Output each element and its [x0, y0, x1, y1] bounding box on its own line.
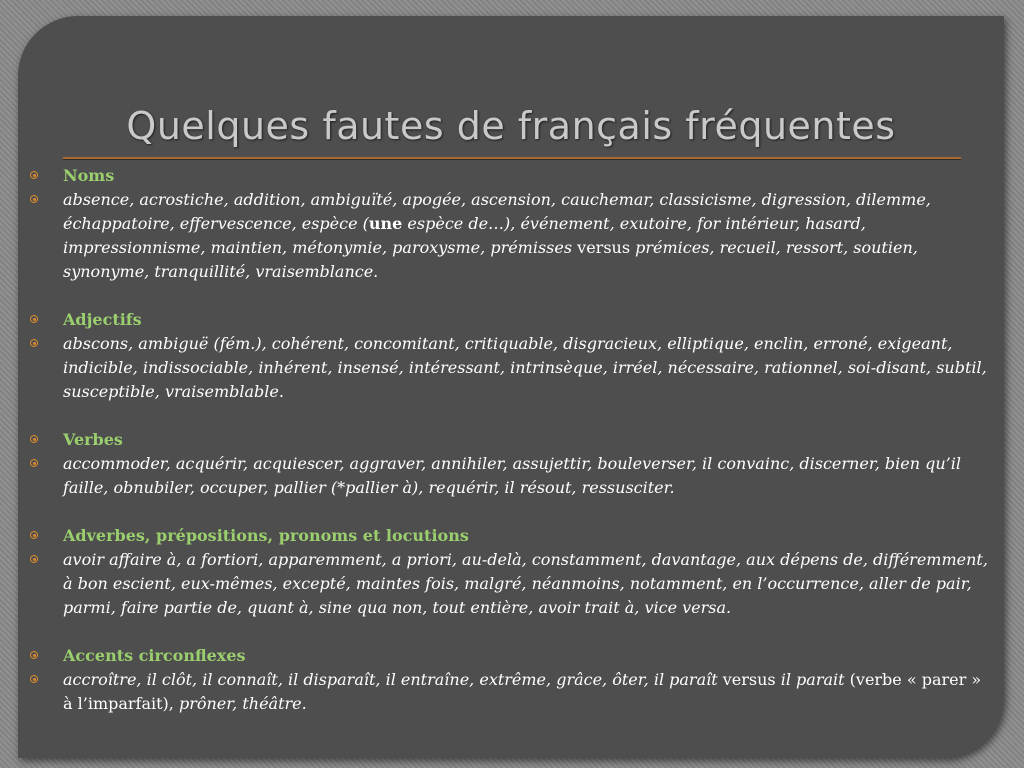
word-text: prôner, théâtre. [178, 694, 307, 713]
word-text: avoir affaire à, a fortiori, apparemment, a priori, au-delà, constamment, davantage, aux dépens de, différemment, à bon escient, eux-mêmes, excepté, maintes fois, malgré, néanmoins, notamment, en l’occurrence, aller de pair, parmi, faire partie de, quant à, sine qua non, tout entière, avoir trait à, vice versa. [63, 550, 988, 617]
word-list-noms [30, 188, 992, 284]
bullet-icon [30, 339, 38, 347]
heading-text: Verbes [63, 430, 123, 449]
word-list-verbes [30, 452, 992, 500]
slide-title: Quelques fautes de français fréquentes [126, 104, 896, 148]
content-list [30, 164, 992, 716]
title-underline [63, 157, 961, 160]
heading-text: Adverbes, prépositions, pronoms et locutions [63, 526, 469, 545]
emphasis-text: une [368, 214, 403, 233]
bullet-icon [30, 435, 38, 443]
section-heading-noms [30, 164, 992, 188]
heading-text: Noms [63, 166, 115, 185]
blank-line [30, 620, 992, 644]
word-text: accroître, il clôt, il connaît, il disparaît, il entraîne, extrême, grâce, ôter, il paraît [63, 670, 723, 689]
section-heading-adverbes [30, 524, 992, 548]
word-list-adverbes [30, 548, 992, 620]
section-heading-accents [30, 644, 992, 668]
heading-text: Adjectifs [63, 310, 142, 329]
word-text: accommoder, acquérir, acquiescer, aggraver, annihiler, assujettir, bouleverser, il convainc, discerner, bien qu’il faille, obnubiler, occuper, pallier (*pallier à), requérir, il résout, ressusciter. [63, 454, 961, 497]
bullet-icon [30, 555, 38, 563]
blank-line [30, 500, 992, 524]
bullet-icon [30, 675, 38, 683]
blank-line [30, 284, 992, 308]
bullet-icon [30, 171, 38, 179]
bullet-icon [30, 459, 38, 467]
section-heading-adjectifs [30, 308, 992, 332]
note-text: (verbe « parer » à l’imparfait), [63, 670, 982, 713]
bullet-icon [30, 531, 38, 539]
word-text: espèce de…), événement, exutoire, for intérieur, hasard, impressionnisme, maintien, métonymie, paroxysme, prémisses [63, 214, 866, 257]
bullet-icon [30, 195, 38, 203]
heading-text: Accents circonflexes [63, 646, 246, 665]
slide [18, 16, 1004, 758]
word-list-adjectifs [30, 332, 992, 404]
word-text: abscons, ambiguë (fém.), cohérent, concomitant, critiquable, disgracieux, elliptique, enclin, erroné, exigeant, indicible, indissociable, inhérent, insensé, intéressant, intrinsèque, irréel, nécessaire, rationnel, soi-disant, subtil, susceptible, vraisemblable. [63, 334, 987, 401]
blank-line [30, 404, 992, 428]
versus-text: versus [722, 670, 776, 689]
word-text: il parait [775, 670, 850, 689]
versus-text: versus [577, 238, 631, 257]
word-text: prémices, recueil, ressort, soutien, synonyme, tranquillité, vraisemblance. [63, 238, 918, 281]
bullet-icon [30, 651, 38, 659]
bullet-icon [30, 315, 38, 323]
word-text: absence, acrostiche, addition, ambiguïté, apogée, ascension, cauchemar, classicisme, digression, dilemme, échappatoire, effervescence, espèce ( [63, 190, 931, 233]
section-heading-verbes [30, 428, 992, 452]
word-list-accents [30, 668, 992, 716]
